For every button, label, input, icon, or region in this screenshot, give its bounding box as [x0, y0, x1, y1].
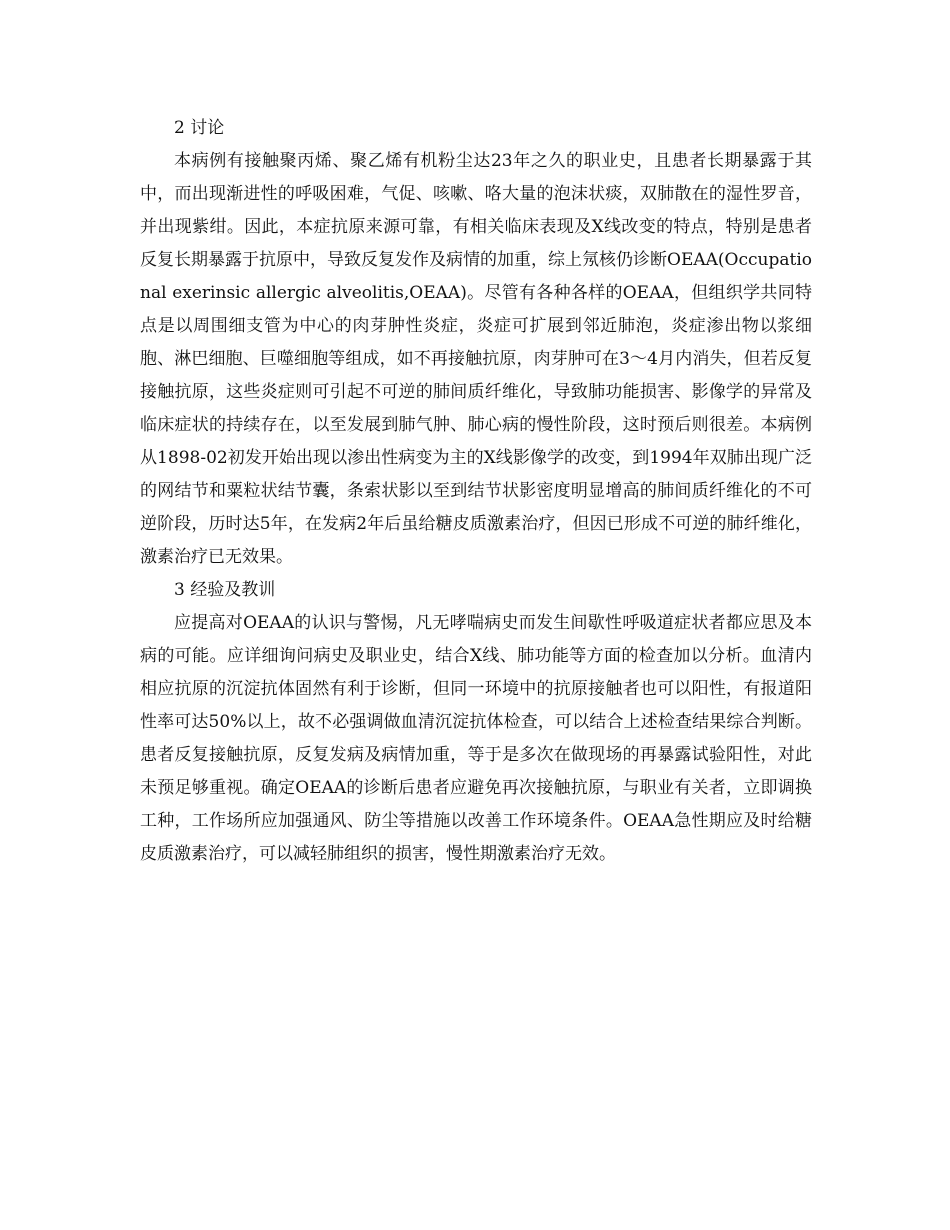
section-heading-discussion: 2 讨论 [174, 118, 225, 138]
document-page [140, 112, 812, 871]
lessons-paragraph: 应提高对OEAA的认识与警惕，凡无哮喘病史而发生间歇性呼吸道症状者都应思及本病的可能。应详细询问病史及职业史，结合X线、肺功能等方面的检查加以分析。血清内相应抗原的沉淀抗体固然有利于诊断，但同一环境中的抗原接触者也可以阳性，有报道阳性率可达50%以上，故不必强调做血清沉淀抗体检查，可以结合上述检查结果综合判断。患者反复接触抗原，反复发病及病情加重，等于是多次在做现场的再暴露试验阳性，对此未预足够重视。确定OEAA的诊断后患者应避免再次接触抗原，与职业有关者，立即调换工种，工作场所应加强通风、防尘等措施以改善工作环境条件。OEAA急性期应及时给糖皮质激素治疗，可以减轻肺组织的损害，慢性期激素治疗无效。 [140, 613, 812, 864]
section-heading-lessons: 3 经验及教训 [174, 580, 276, 600]
discussion-paragraph: 本病例有接触聚丙烯、聚乙烯有机粉尘达23年之久的职业史，且患者长期暴露于其中，而出现渐进性的呼吸困难，气促、咳嗽、咯大量的泡沫状痰，双肺散在的湿性罗音，并出现紫绀。因此，本症抗原来源可靠，有相关临床表现及X线改变的特点，特别是患者反复长期暴露于抗原中，导致反复发作及病情的加重，综上氖核仍诊断OEAA(Occupational exerinsic allergic alveolitis,OEAA)。尽管有各种各样的OEAA，但组织学共同特点是以周围细支管为中心的肉芽肿性炎症，炎症可扩展到邻近肺泡，炎症渗出物以浆细胞、淋巴细胞、巨噬细胞等组成，如不再接触抗原，肉芽肿可在3～4月内消失，但若反复接触抗原，这些炎症则可引起不可逆的肺间质纤维化，导致肺功能损害、影像学的异常及临床症状的持续存在，以至发展到肺气肿、肺心病的慢性阶段，这时预后则很差。本病例从1898-02初发开始出现以渗出性病变为主的X线影像学的改变，到1994年双肺出现广泛的网结节和粟粒状结节囊，条索状影以至到结节状影密度明显增高的肺间质纤维化的不可逆阶段，历时达5年，在发病2年后虽给糖皮质激素治疗，但因已形成不可逆的肺纤维化，激素治疗已无效果。 [140, 151, 812, 567]
